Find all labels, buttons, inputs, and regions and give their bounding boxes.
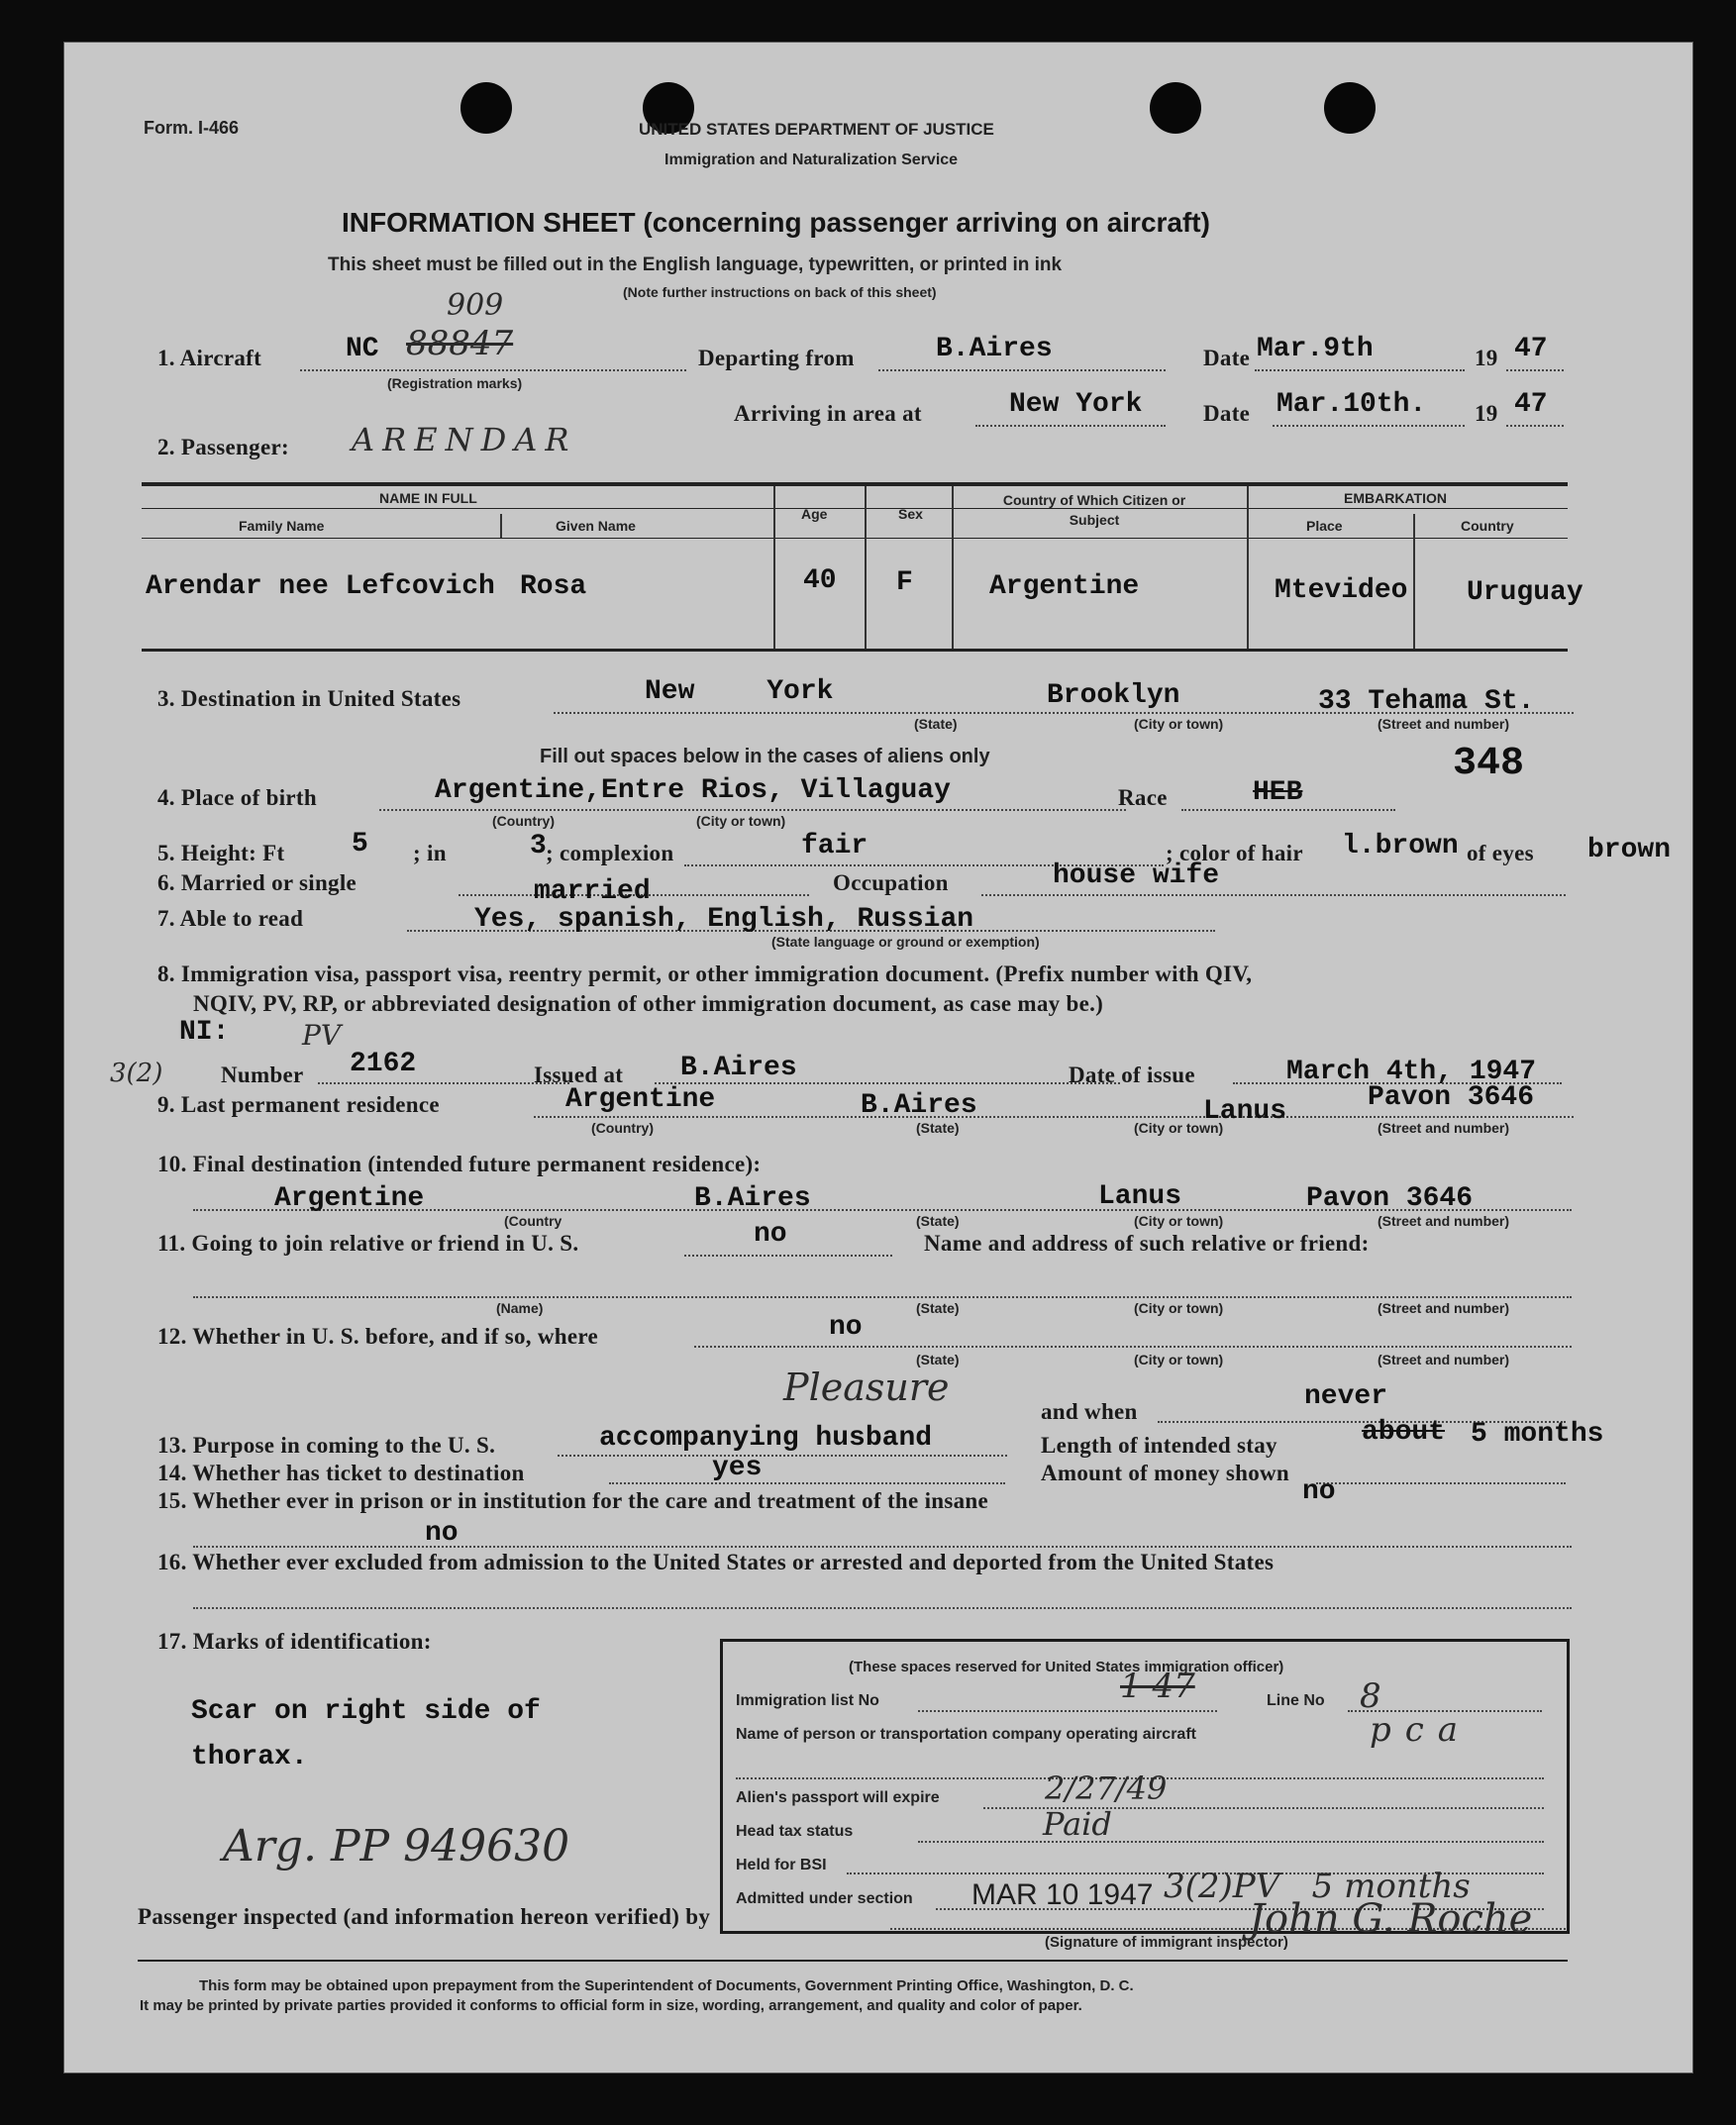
destination-street: 33 Tehama St. xyxy=(1318,686,1535,717)
document-number: 2162 xyxy=(350,1049,417,1079)
aliens-note: Fill out spaces below in the cases of aliens only xyxy=(540,746,990,767)
passenger-label: 2. Passenger: xyxy=(157,435,289,459)
officer-box-title: (These spaces reserved for United States immigration officer) xyxy=(849,1659,1284,1675)
birth-caption-country: (Country) xyxy=(492,813,555,829)
arriving-date-label: Date xyxy=(1203,401,1251,426)
pleasure-handwritten: Pleasure xyxy=(783,1366,950,1409)
list-value: 1 47 xyxy=(1120,1667,1195,1706)
relative-caption-street: (Street and number) xyxy=(1378,1300,1510,1316)
punch-hole xyxy=(1324,82,1376,134)
form-note: (Note further instructions on back of this sheet) xyxy=(623,284,937,300)
residence-label: 9. Last permanent residence xyxy=(157,1092,440,1117)
destination-label: 3. Destination in United States xyxy=(157,686,461,711)
registration-caption: (Registration marks) xyxy=(387,375,523,391)
residence-caption-city: (City or town) xyxy=(1134,1120,1224,1136)
destination-caption-street: (Street and number) xyxy=(1378,716,1510,732)
admitted-label: Admitted under section xyxy=(736,1890,913,1907)
line-label: Line No xyxy=(1267,1692,1325,1709)
excluded-label: 16. Whether ever excluded from admission to the United States or arrested and deported from the United States xyxy=(157,1550,1275,1574)
purpose-label: 13. Purpose in coming to the U. S. xyxy=(157,1433,496,1458)
document-section-handwritten: 3(2) xyxy=(110,1059,163,1088)
when-value: never xyxy=(1304,1381,1388,1412)
passport-expire-label: Alien's passport will expire xyxy=(736,1789,940,1806)
relative-caption-state: (State) xyxy=(916,1300,960,1316)
footer-line1: This form may be obtained upon prepayment from the Superintendent of Documents, Government Printing Office, Washington, D. C. xyxy=(199,1977,1134,1994)
table-sex: F xyxy=(896,567,913,598)
document-line1: 8. Immigration visa, passport visa, reentry permit, or other immigration document. (Prefix number with QIV, xyxy=(157,961,1253,986)
company-value: pca xyxy=(1370,1710,1473,1750)
relative-caption-name: (Name) xyxy=(496,1300,544,1316)
tax-label: Head tax status xyxy=(736,1823,854,1840)
final-dest-street: Pavon 3646 xyxy=(1306,1183,1474,1214)
document-prefix: NI: xyxy=(179,1017,230,1048)
passport-handwritten: Arg. PP 949630 xyxy=(223,1821,570,1872)
birth-label: 4. Place of birth xyxy=(157,785,317,810)
stay-value: 5 months xyxy=(1471,1419,1604,1450)
table-place: Mtevideo xyxy=(1275,575,1408,606)
department-name: UNITED STATES DEPARTMENT OF JUSTICE xyxy=(639,120,994,139)
departing-date-label: Date xyxy=(1203,346,1251,370)
final-dest-state: B.Aires xyxy=(694,1183,811,1214)
residence-state: B.Aires xyxy=(861,1090,977,1121)
admitted-stamp: MAR 10 1947 xyxy=(971,1878,1154,1911)
read-label: 7. Able to read xyxy=(157,906,304,931)
document-prefix-handwritten: PV xyxy=(302,1019,342,1052)
final-dest-caption-street: (Street and number) xyxy=(1378,1213,1510,1229)
height-label: 5. Height: Ft xyxy=(157,841,285,865)
destination-state: New York xyxy=(645,676,834,707)
header-country-citizen: Country of Which Citizen or Subject xyxy=(1002,492,1186,528)
table-age: 40 xyxy=(803,565,837,596)
height-in-label: ; in xyxy=(413,841,447,865)
arriving-year-prefix: 19 xyxy=(1475,401,1498,426)
stay-struck: about xyxy=(1362,1417,1446,1448)
before-caption-street: (Street and number) xyxy=(1378,1352,1510,1367)
table-given-name: Rosa xyxy=(520,571,587,602)
departing-year-prefix: 19 xyxy=(1475,346,1498,370)
footer-line2: It may be printed by private parties provided it conforms to official form in size, wording, arrangement, and quality and color of paper. xyxy=(140,1997,1082,2014)
departing-label: Departing from xyxy=(698,346,855,370)
passenger-handwritten: ARENDAR xyxy=(352,421,577,458)
form-title: INFORMATION SHEET (concerning passenger arriving on aircraft) xyxy=(342,207,1210,238)
married-value: married xyxy=(534,876,651,907)
prison-label: 15. Whether ever in prison or in institution for the care and treatment of the insane xyxy=(157,1488,989,1513)
departing-date: Mar.9th xyxy=(1257,334,1374,364)
before-caption-state: (State) xyxy=(916,1352,960,1367)
date-issue-label: Date of issue xyxy=(1069,1062,1195,1087)
inspection-label: Passenger inspected (and information hereon verified) by xyxy=(138,1904,711,1929)
join-relative-label: 11. Going to join relative or friend in U. S. xyxy=(157,1231,579,1256)
destination-caption-city: (City or town) xyxy=(1134,716,1224,732)
aircraft-registration: 88847 xyxy=(406,324,514,363)
document-line2: NQIV, PV, RP, or abbreviated designation of other immigration document, as case may be.) xyxy=(193,991,1104,1016)
line-value: 8 xyxy=(1360,1676,1381,1716)
eyes-label: of eyes xyxy=(1467,841,1534,865)
identification-value-line2: thorax. xyxy=(191,1742,308,1772)
final-dest-city: Lanus xyxy=(1098,1181,1182,1212)
issued-at-label: Issued at xyxy=(534,1062,624,1087)
signature-caption: (Signature of immigrant inspector) xyxy=(1045,1934,1288,1951)
join-relative-value: no xyxy=(754,1219,787,1250)
punch-hole xyxy=(1150,82,1201,134)
ticket-value: yes xyxy=(712,1453,763,1483)
relative-caption-city: (City or town) xyxy=(1134,1300,1224,1316)
aircraft-prefix: NC xyxy=(346,334,379,364)
final-dest-caption-city: (City or town) xyxy=(1134,1213,1224,1229)
bsi-label: Held for BSI xyxy=(736,1857,827,1873)
arriving-date: Mar.10th. xyxy=(1276,389,1427,420)
table-emb-country: Uruguay xyxy=(1467,577,1583,608)
height-inches: 3 xyxy=(530,831,547,861)
header-given-name: Given Name xyxy=(556,518,636,534)
table-country-citizen: Argentine xyxy=(989,571,1140,602)
when-label: and when xyxy=(1041,1399,1138,1424)
read-value: Yes, spanish, English, Russian xyxy=(474,904,974,935)
occupation-label: Occupation xyxy=(833,870,949,895)
passport-expire-value: 2/27/49 xyxy=(1045,1770,1168,1807)
final-dest-caption-country: (Country xyxy=(504,1213,562,1229)
tax-value: Paid xyxy=(1043,1805,1112,1843)
residence-caption-country: (Country) xyxy=(591,1120,654,1136)
date-issue-value: March 4th, 1947 xyxy=(1286,1057,1537,1087)
arriving-year: 47 xyxy=(1514,389,1548,420)
before-value: no xyxy=(829,1312,863,1343)
header-emb-country: Country xyxy=(1461,518,1514,534)
identification-label: 17. Marks of identification: xyxy=(157,1629,432,1654)
form-sheet xyxy=(63,42,1693,2074)
residence-caption-street: (Street and number) xyxy=(1378,1120,1510,1136)
aircraft-label: 1. Aircraft xyxy=(157,346,262,370)
birth-value: Argentine,Entre Rios, Villaguay xyxy=(435,775,951,806)
complexion-label: ; complexion xyxy=(546,841,674,865)
form-subtitle: This sheet must be filled out in the English language, typewritten, or printed in ink xyxy=(328,254,1063,275)
departing-value: B.Aires xyxy=(936,334,1053,364)
issued-at-value: B.Aires xyxy=(680,1053,797,1083)
departing-year: 47 xyxy=(1514,334,1548,364)
prison-value-2: no xyxy=(425,1518,459,1549)
residence-street: Pavon 3646 xyxy=(1368,1082,1535,1113)
admitted-handwritten: 3(2)PV 5 months xyxy=(1164,1867,1471,1906)
married-label: 6. Married or single xyxy=(157,870,357,895)
hair-label: ; color of hair xyxy=(1166,841,1303,865)
eyes-value: brown xyxy=(1587,835,1672,865)
read-caption: (State language or ground or exemption) xyxy=(771,934,1040,950)
table-group-name: NAME IN FULL xyxy=(379,490,477,506)
before-caption-city: (City or town) xyxy=(1134,1352,1224,1367)
birth-caption-city: (City or town) xyxy=(696,813,786,829)
header-place: Place xyxy=(1306,518,1343,534)
document-number-label: Number xyxy=(221,1062,304,1087)
race-label: Race xyxy=(1118,785,1168,810)
table-family-name: Arendar nee Lefcovich xyxy=(146,571,495,602)
prison-value-1: no xyxy=(1302,1476,1336,1507)
form-number: Form. I-466 xyxy=(144,118,240,138)
inspector-signature: John G. Roche xyxy=(1249,1896,1533,1942)
relative-name-label: Name and address of such relative or friend: xyxy=(924,1231,1370,1256)
race-value: HEB xyxy=(1253,777,1303,808)
final-dest-label: 10. Final destination (intended future permanent residence): xyxy=(157,1152,762,1176)
identification-value-line1: Scar on right side of xyxy=(191,1696,541,1727)
header-age: Age xyxy=(801,506,828,522)
service-name: Immigration and Naturalization Service xyxy=(664,152,959,168)
arriving-value: New York xyxy=(1009,389,1143,420)
header-sex: Sex xyxy=(898,506,923,522)
purpose-value: accompanying husband xyxy=(599,1423,933,1454)
ticket-label: 14. Whether has ticket to destination xyxy=(157,1461,525,1485)
occupation-value: house wife xyxy=(1053,860,1220,891)
table-group-embarkation: EMBARKATION xyxy=(1344,490,1447,506)
company-label: Name of person or transportation company operating aircraft xyxy=(736,1726,1196,1743)
residence-country: Argentine xyxy=(565,1084,716,1115)
before-label: 12. Whether in U. S. before, and if so, where xyxy=(157,1324,598,1349)
destination-caption-state: (State) xyxy=(914,716,958,732)
final-dest-caption-state: (State) xyxy=(916,1213,960,1229)
complexion-value: fair xyxy=(801,831,868,861)
final-dest-country: Argentine xyxy=(274,1183,425,1214)
header-family-name: Family Name xyxy=(239,518,325,534)
punch-hole xyxy=(460,82,512,134)
height-feet: 5 xyxy=(352,829,368,860)
arriving-label: Arriving in area at xyxy=(734,401,922,426)
stay-label: Length of intended stay xyxy=(1041,1433,1277,1458)
stamp-number: 348 xyxy=(1453,742,1525,786)
list-label: Immigration list No xyxy=(736,1692,879,1709)
residence-city: Lanus xyxy=(1203,1096,1287,1127)
residence-caption-state: (State) xyxy=(916,1120,960,1136)
money-label: Amount of money shown xyxy=(1041,1461,1290,1485)
aircraft-registration-correction: 909 xyxy=(447,288,504,323)
hair-value: l.brown xyxy=(1342,831,1459,861)
destination-city: Brooklyn xyxy=(1047,680,1180,711)
